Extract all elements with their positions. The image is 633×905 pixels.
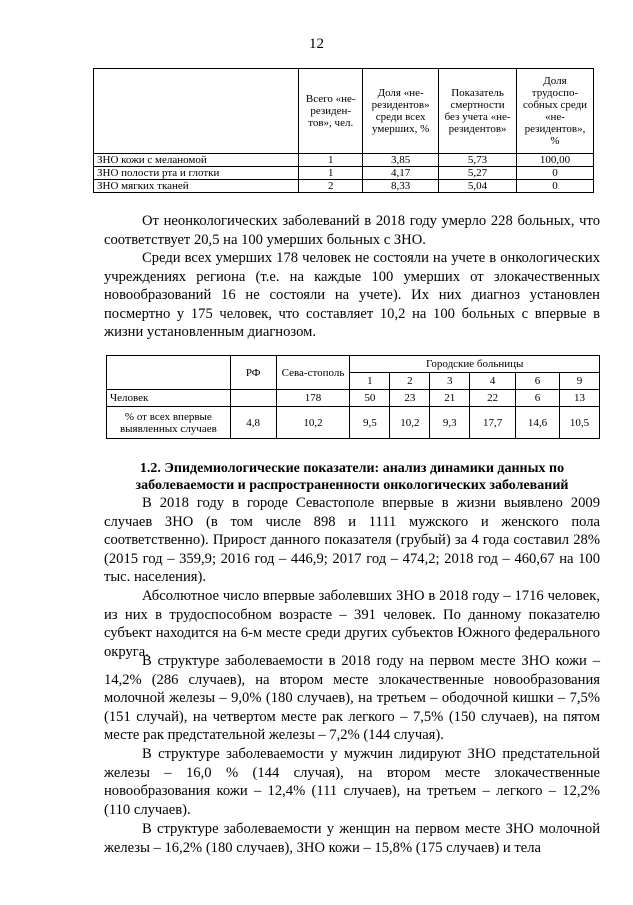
paragraph-unregistered-deaths: Среди всех умерших 178 человек не состояли на учете в онкологических учреждениях региона (т.е. на каждые 100 умерших от злокачественных новообразований 16 не состояли на учете). Их них диагноз установлен посмертно у 175 человек, что составляет 10,2 на 100 больных с впервые в жизни установленным диагнозом.	[104, 250, 600, 341]
table-cell: 10,2	[390, 407, 430, 439]
table-cell: 5,73	[439, 154, 517, 167]
table-header-cell: Сева-стополь	[276, 356, 350, 390]
section-heading: 1.2. Эпидемиологические показатели: анализ динамики данных по заболеваемости и распространенности онкологических заболеваний	[135, 461, 569, 493]
table-header-cell: 1	[350, 373, 390, 390]
table-cell: 4,8	[230, 407, 276, 439]
table-cell: 178	[276, 390, 350, 407]
table-cell: 9,5	[350, 407, 390, 439]
page-number: 12	[309, 36, 324, 52]
hospital-table	[106, 355, 600, 439]
table-header-cell: Доля «не-резидентов» среди всех умерших, %	[363, 69, 439, 154]
table-cell: 22	[470, 390, 516, 407]
table-cell: Человек	[107, 390, 231, 407]
table-row	[107, 390, 600, 407]
table-cell: 1	[299, 167, 363, 180]
paragraph-structure-men: В структуре заболеваемости у мужчин лидируют ЗНО предстательной железы – 16,0 % (144 случая), на втором месте злокачественные новообразования кожи – 12,4% (111 случаев), на третьем – легкого – 12,2% (110 случаев).	[104, 746, 600, 818]
table-header-cell	[107, 356, 231, 390]
table-header-row	[94, 69, 594, 154]
paragraph-incidence-total: В 2018 году в городе Севастополе впервые в жизни выявлено 2009 случаев ЗНО (в том числе 898 и 1111 мужского и женского пола соответственно). Прирост данного показателя (грубый) за 4 года составил 28% (2015 год – 359,9; 2016 год – 446,9; 2017 год – 474,2; 2018 год – 460,67 на 100 тыс. населения).	[104, 495, 600, 586]
table-cell: 23	[390, 390, 430, 407]
paragraph-structure-overall: В структуре заболеваемости в 2018 году на первом месте ЗНО кожи – 14,2% (286 случаев), на втором месте злокачественные новообразования молочной железы – 9,0% (180 случаев), на третьем – ободочной кишки – 7,5% (151 случай), на четвертом месте рак легкого – 7,5% (150 случаев), на пятом месте рак предстательной железы – 7,2% (144 случая).	[104, 653, 600, 744]
table-header-cell: 9	[560, 373, 600, 390]
table-cell: 0	[517, 167, 594, 180]
table-header-cell: РФ	[230, 356, 276, 390]
table-header-cell: Городские больницы	[350, 356, 600, 373]
table-cell: % от всех впервые выявленных случаев	[107, 407, 231, 439]
table-cell: 10,5	[560, 407, 600, 439]
table-cell: 2	[299, 180, 363, 193]
table-row	[94, 154, 594, 167]
table-cell	[230, 390, 276, 407]
table-cell: 50	[350, 390, 390, 407]
table-header-cell: 2	[390, 373, 430, 390]
nonresident-table	[93, 68, 594, 193]
table-cell: 5,04	[439, 180, 517, 193]
table-cell: 6	[516, 390, 560, 407]
table-header-cell	[94, 69, 299, 154]
table-cell: ЗНО полости рта и глотки	[94, 167, 299, 180]
paragraph-structure-women: В структуре заболеваемости у женщин на первом месте ЗНО молочной железы – 16,2% (180 случаев), ЗНО кожи – 15,8% (175 случаев) и тела	[104, 821, 600, 856]
table-cell: 1	[299, 154, 363, 167]
table-cell: 9,3	[430, 407, 470, 439]
table-header-cell: Всего «не-резиден-тов», чел.	[299, 69, 363, 154]
table-cell: 100,00	[517, 154, 594, 167]
table-header-cell: 6	[516, 373, 560, 390]
table-header-row	[107, 356, 600, 373]
table-header-cell: Показатель смертности без учета «не-резидентов»	[439, 69, 517, 154]
table-cell: 13	[560, 390, 600, 407]
paragraph-nononcological-deaths: От неонкологических заболеваний в 2018 году умерло 228 больных, что соответствует 20,5 на 100 умерших больных с ЗНО.	[104, 213, 600, 248]
table-row	[94, 167, 594, 180]
table-header-cell: 4	[470, 373, 516, 390]
table-cell: ЗНО мягких тканей	[94, 180, 299, 193]
table-cell: 3,85	[363, 154, 439, 167]
table-cell: 4,17	[363, 167, 439, 180]
table-cell: ЗНО кожи с меланомой	[94, 154, 299, 167]
table-cell: 0	[517, 180, 594, 193]
table-row	[94, 180, 594, 193]
paragraph-absolute-number: Абсолютное число впервые заболевших ЗНО в 2018 году – 1716 человек, из них в трудоспособном возрасте – 391 человек. По данному показателю субъект находится на 6-м месте среди других субъектов Южного федерального округа.	[104, 588, 600, 660]
table-cell: 17,7	[470, 407, 516, 439]
table-cell: 14,6	[516, 407, 560, 439]
table-row	[107, 407, 600, 439]
table-cell: 21	[430, 390, 470, 407]
table-cell: 10,2	[276, 407, 350, 439]
table-header-cell: Доля трудоспо-собных среди «не-резидентов», %	[517, 69, 594, 154]
table-cell: 5,27	[439, 167, 517, 180]
table-cell: 8,33	[363, 180, 439, 193]
table-header-cell: 3	[430, 373, 470, 390]
